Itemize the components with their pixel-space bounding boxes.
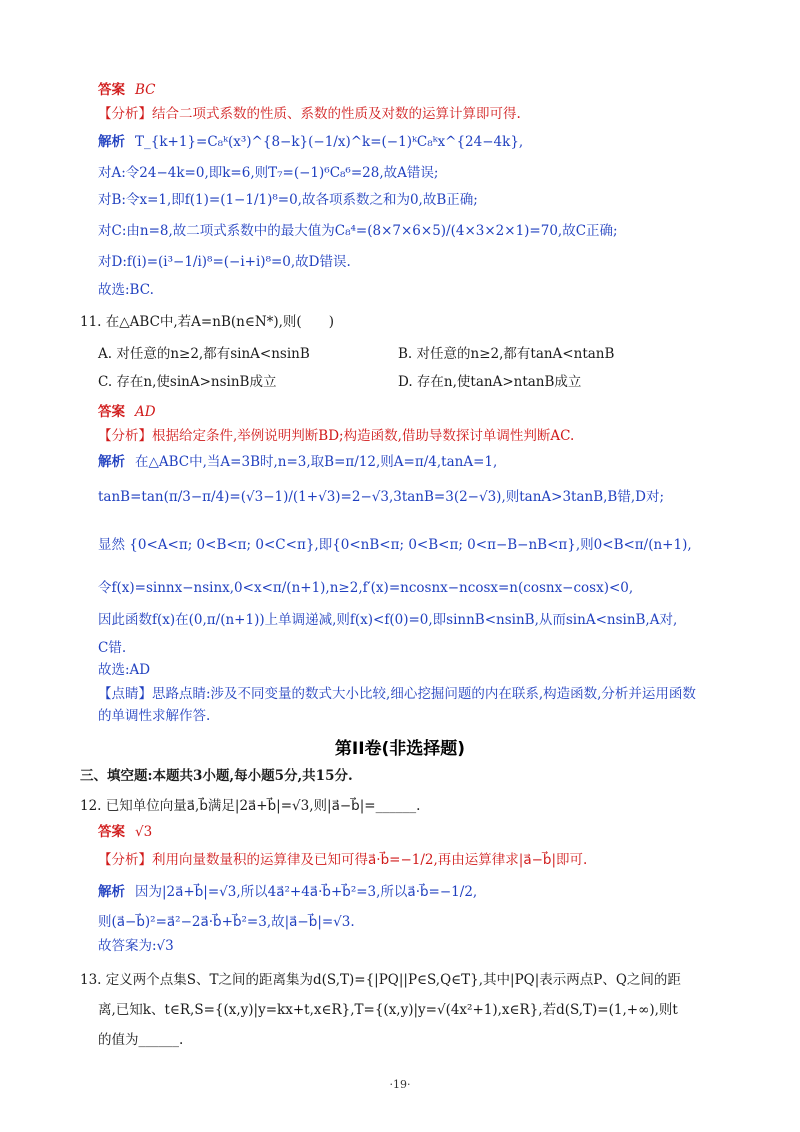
page-number: ·19· (389, 1078, 411, 1091)
q11-stem: 11. 在△ABC中,若A=nB(n∈N*),则( ) (80, 314, 334, 330)
q10-jiexi (98, 132, 523, 152)
jiexi-text: 在△ABC中,当A=3B时,n=3,取B=π/12,则A=π/4,tanA=1, (135, 454, 498, 470)
q10-option-c: 对C:由n=8,故二项式系数中的最大值为C₈⁴=(8×7×6×5)/(4×3×2×1)=70,故C正确; (98, 223, 618, 239)
q11-jiexi-1 (98, 452, 497, 472)
q11-option-a: A. 对任意的n≥2,都有sinA<nsinB (98, 346, 310, 362)
q12-answer (98, 822, 152, 842)
q11-option-c: C. 存在n,使sinA>nsinB成立 (98, 374, 277, 390)
q11-answer (98, 402, 156, 422)
q13-line-1: 13. 定义两个点集S、T之间的距离集为d(S,T)={|PQ||P∈S,Q∈T},其中|PQ|表示两点P、Q之间的距 (80, 972, 681, 988)
q11-remark-2: 的单调性求解作答. (98, 708, 211, 724)
q11-remark-1: 【点睛】思路点睛:涉及不同变量的数式大小比较,细心挖掘问题的内在联系,构造函数,分析并运用函数 (98, 686, 696, 702)
q11-jiexi-2: tanB=tan(π/3−π/4)=(√3−1)/(1+√3)=2−√3,3tanB=3(2−√3),则tanA>3tanB,B错,D对; (98, 489, 665, 505)
jiexi-label: 解析 (98, 884, 125, 900)
q10-option-d: 对D:f(i)=(i³−1/i)⁸=(−i+i)⁸=0,故D错误. (98, 254, 351, 270)
section-title: 第II卷(非选择题) (334, 739, 466, 759)
jiexi-label: 解析 (98, 454, 125, 470)
q12-stem: 12. 已知单位向量a⃗,b⃗满足|2a⃗+b⃗|=√3,则|a⃗−b⃗|=______. (80, 798, 421, 814)
q12-final: 故答案为:√3 (98, 938, 174, 954)
answer-value: BC (135, 82, 156, 98)
jiexi-label: 解析 (98, 134, 125, 150)
q11-select: 故选:AD (98, 662, 151, 678)
q11-option-d: D. 存在n,使tanA>ntanB成立 (398, 374, 582, 390)
q13-line-2: 离,已知k、t∈R,S={(x,y)|y=kx+t,x∈R},T={(x,y)|y=√(4x²+1),x∈R},若d(S,T)=(1,+∞),则t (98, 1002, 678, 1018)
q12-jiexi-2: 则(a⃗−b⃗)²=a⃗²−2a⃗·b⃗+b⃗²=3,故|a⃗−b⃗|=√3. (98, 914, 355, 930)
q10-option-b: 对B:令x=1,即f(1)=(1−1/1)⁸=0,故各项系数之和为0,故B正确; (98, 192, 478, 208)
q12-jiexi-1 (98, 882, 477, 902)
q13-line-3: 的值为______. (98, 1032, 184, 1048)
answer-value: √3 (135, 824, 153, 840)
answer-label: 答案 (98, 82, 125, 98)
q10-select: 故选:BC. (98, 282, 154, 298)
jiexi-text: 因为|2a⃗+b⃗|=√3,所以4a⃗²+4a⃗·b⃗+b⃗²=3,所以a⃗·b⃗=−1/2, (135, 884, 478, 900)
jiexi-text: T_{k+1}=C₈ᵏ(x³)^{8−k}(−1/x)^k=(−1)ᵏC₈ᵏx^{24−4k}, (135, 134, 524, 150)
answer-label: 答案 (98, 404, 125, 420)
q11-jiexi-4: 令f(x)=sinnx−nsinx,0<x<π/(n+1),n≥2,f′(x)=ncosnx−ncosx=n(cosnx−cosx)<0, (98, 580, 634, 596)
q11-jiexi-5: 因此函数f(x)在(0,π/(n+1))上单调递减,则f(x)<f(0)=0,即sinnB<nsinB,从而sinA<nsinB,A对, (98, 612, 678, 628)
q11-option-b: B. 对任意的n≥2,都有tanA<ntanB (398, 346, 615, 362)
answer-label: 答案 (98, 824, 125, 840)
q12-analysis: 【分析】利用向量数量积的运算律及已知可得a⃗·b⃗=−1/2,再由运算律求|a⃗−b⃗|即可. (98, 852, 588, 868)
q10-option-a: 对A:令24−4k=0,即k=6,则T₇=(−1)⁶C₈⁶=28,故A错误; (98, 165, 439, 181)
part-heading: 三、填空题:本题共3小题,每小题5分,共15分. (80, 768, 353, 784)
answer-value: AD (135, 404, 156, 420)
q10-analysis: 【分析】结合二项式系数的性质、系数的性质及对数的运算计算即可得. (98, 106, 521, 122)
q11-jiexi-3: 显然 {0<A<π; 0<B<π; 0<C<π},即{0<nB<π; 0<B<π; 0<π−B−nB<π},则0<B<π/(n+1), (98, 537, 692, 553)
q11-analysis: 【分析】根据给定条件,举例说明判断BD;构造函数,借助导数探讨单调性判断AC. (98, 428, 575, 444)
q11-jiexi-6: C错. (98, 640, 127, 656)
q10-answer (98, 80, 156, 100)
